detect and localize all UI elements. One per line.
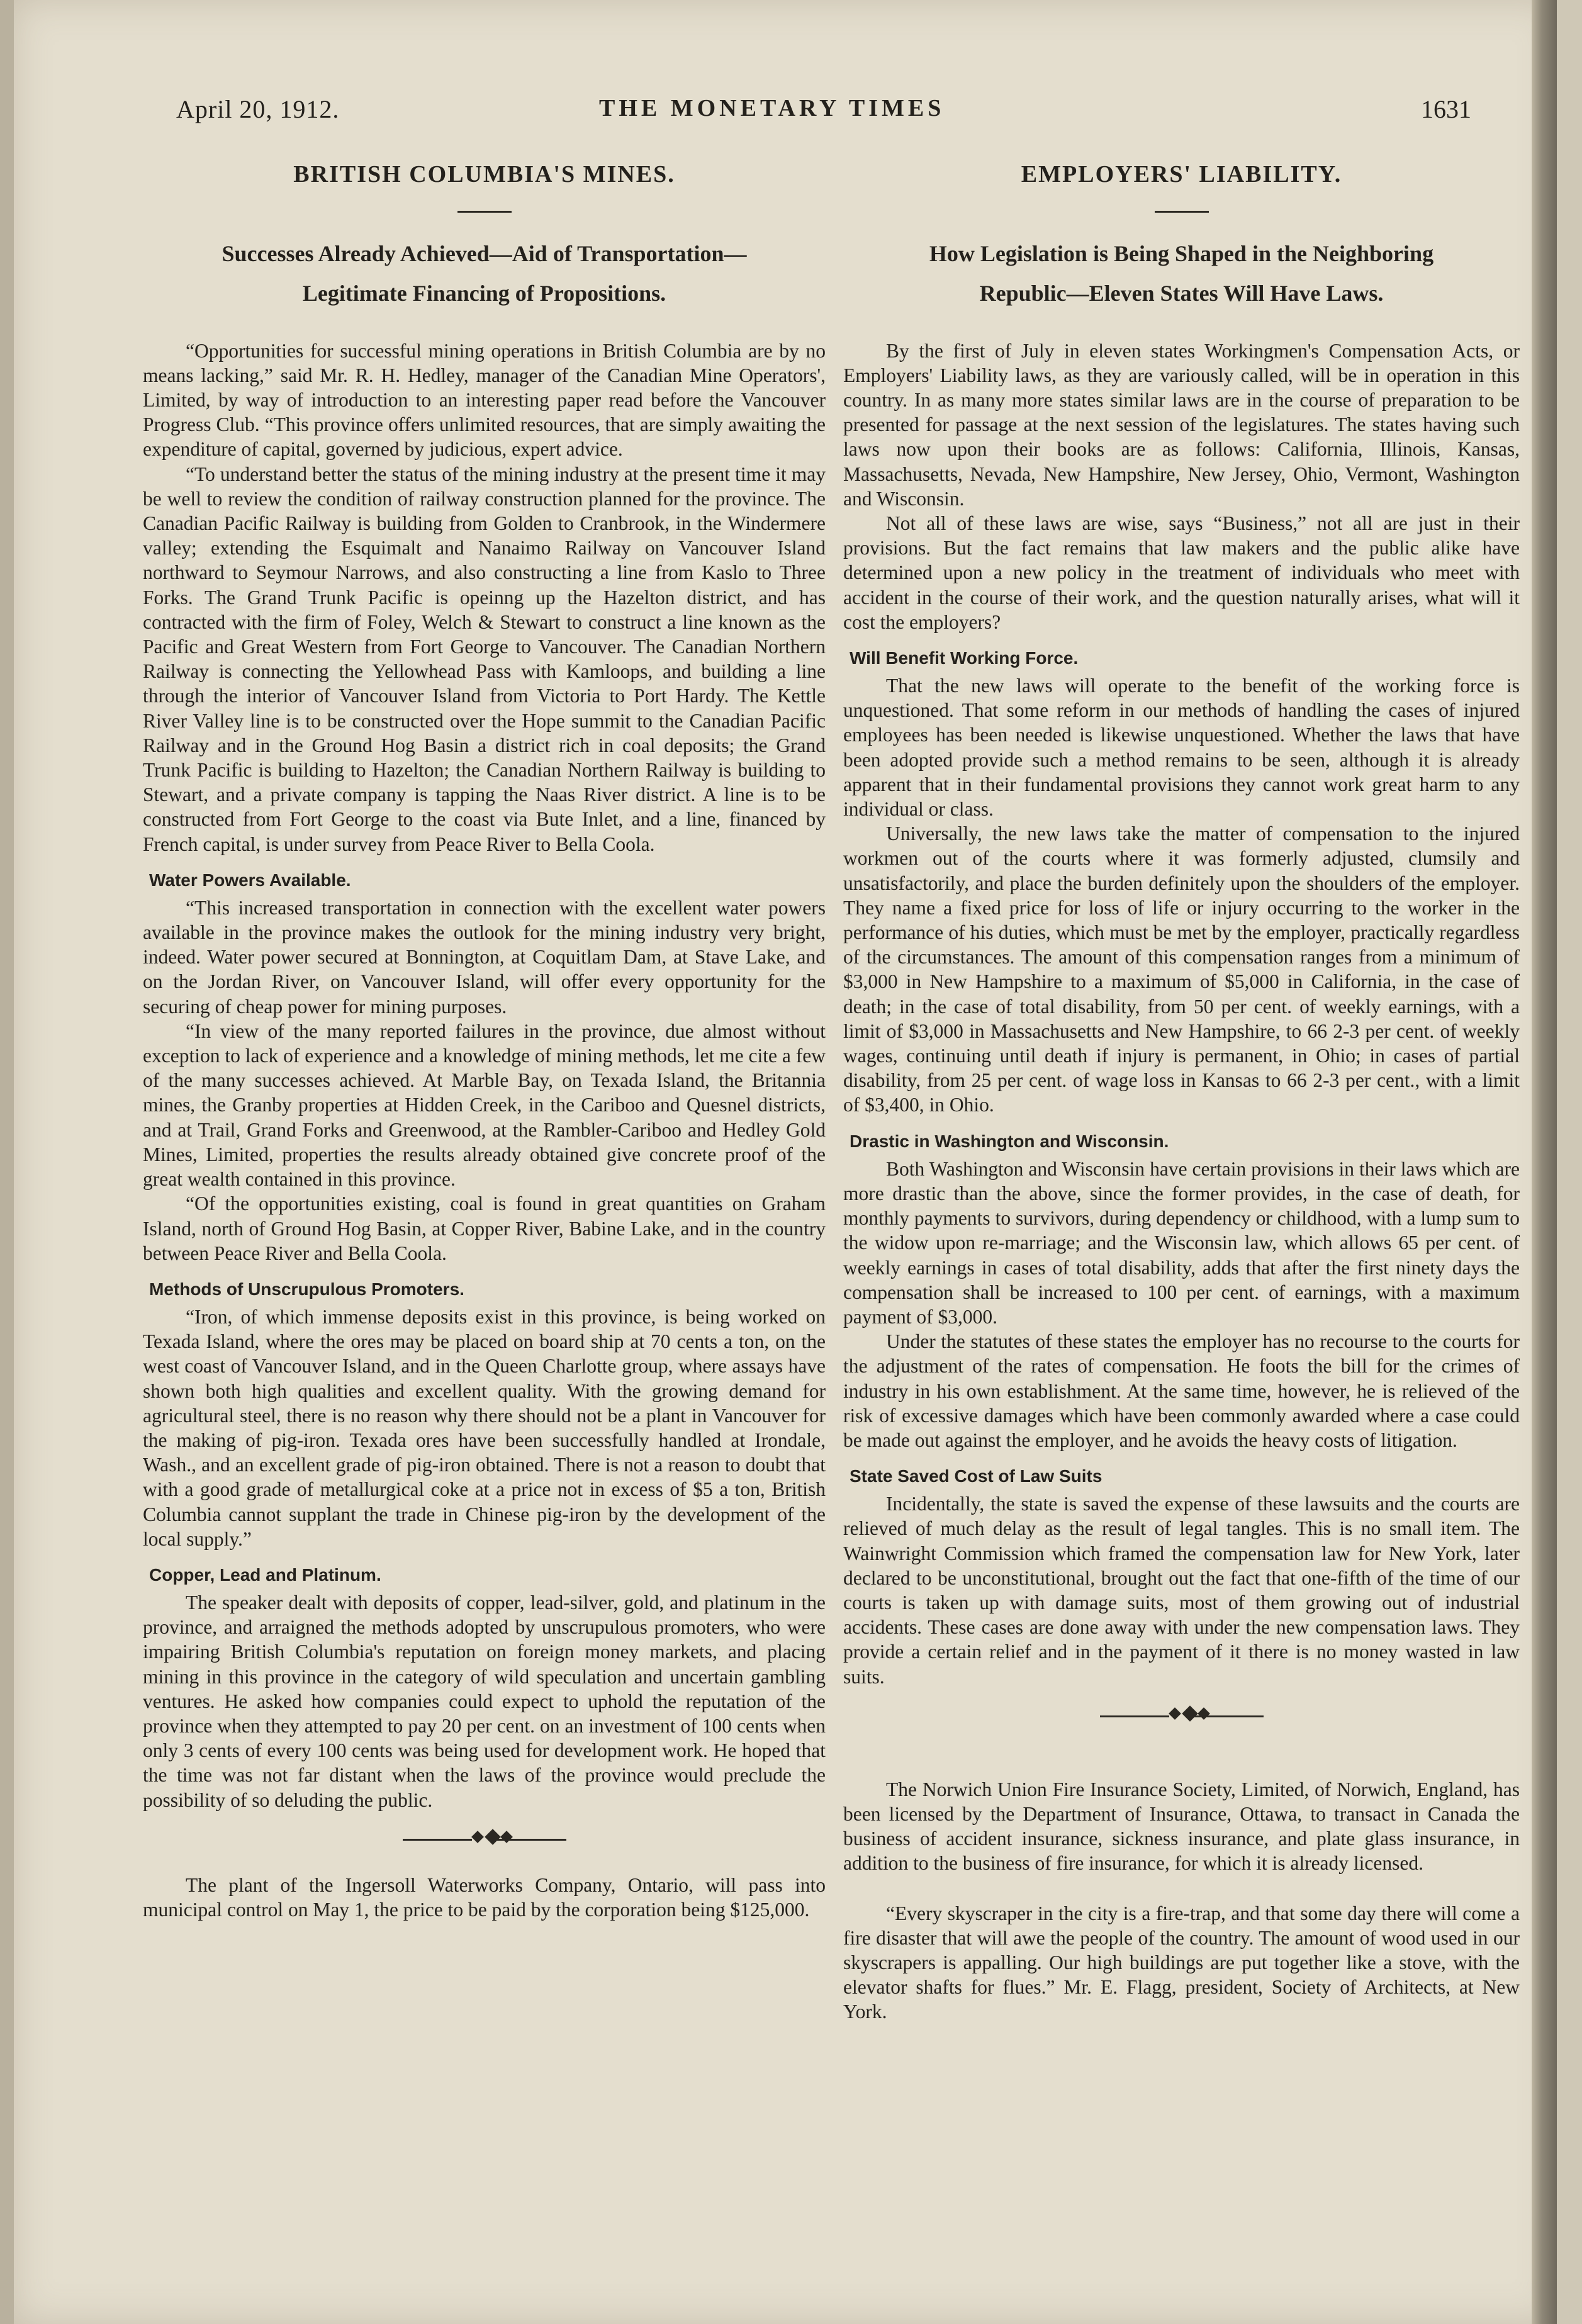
- header-page-number: 1631: [1421, 95, 1471, 123]
- paragraph: Universally, the new laws take the matter of compensation to the injured workmen out of the courts where it was formerly adjusted, clumsily and unsatisfactorily, and place the burden definitely upon the shoulders of the employer. They name a fixed price for loss of life or injury occurring to the worker in the performance of his duties, which must be met by the employer, practically regardless of the circumstances. The amount of this compensation ranges from a minimum of $3,000 in New Hampshire to a maximum of $5,000 in California, in the case of death; in the case of total disability, from 50 per cent. of weekly earnings, with a limit of $3,000 in Massachusetts and New Hampshire, to 66 2-3 per cent. of weekly wages, continuing until death if injury is permanent, in Ohio; in cases of partial disability, from 25 per cent. of wage loss in Kansas to 66 2-3 per cent., with a limit of $3,400, in Ohio.: [843, 822, 1520, 1116]
- paragraph: That the new laws will operate to the benefit of the working force is unquestioned. That some reform in our methods of handling the cases of injured employees has been needed is likewise unquestioned. Whether the laws that have been adopted provide such a method remains to be seen, although it is already apparent that in their fundamental provisions they cannot work great harm to any individual or class.: [843, 675, 1520, 821]
- paragraph: “In view of the many reported failures in the province, due almost without exception to lack of experience and a knowledge of mining methods, let me cite a few of the many successes achieved. At Marble Bay, on Texada Island, the Britannia mines, the Granby properties at Hidden Creek, in the Cariboo and Quesnel districts, and at Trail, Grand Forks and Greenwood, at the Rambler-Cariboo and Hedley Gold Mines, Limited, properties the results already obtained give concrete proof of the great wealth contained in this province.: [143, 1019, 826, 1191]
- subheading: Drastic in Washington and Wisconsin.: [850, 1131, 1169, 1151]
- paragraph: “Opportunities for successful mining operations in British Columbia are by no means lacking,” said Mr. R. H. Hedley, manager of the Canadian Mine Operators', Limited, by way of introduction to an interesting paper read before the Vancouver Progress Club. “This province offers unlimited resources, that are simply awaiting the expenditure of capital, governed by judicious, expert advice.: [143, 339, 826, 461]
- ornamental-divider: [403, 1830, 566, 1849]
- news-note: The plant of the Ingersoll Waterworks Company, Ontario, will pass into municipal control on May 1, the price to be paid by the corporation being $125,000.: [143, 1873, 826, 1921]
- binding-spine: [1532, 0, 1557, 2324]
- article-title-bc-mines: BRITISH COLUMBIA'S MINES.: [293, 161, 675, 188]
- paragraph: “This increased transportation in connection with the excellent water powers available in the province makes the outlook for the mining industry very bright, indeed. Water power secured at Bonnington, at Coquitlam Dam, at Stave Lake, and on the Jordan River, on Vancouver Island, will offer every opportunity for the securing of cheap power for mining purposes.: [143, 896, 826, 1018]
- left-column: [143, 148, 826, 1922]
- subheading: State Saved Cost of Law Suits: [850, 1466, 1102, 1486]
- paragraph: Both Washington and Wisconsin have certain provisions in their laws which are more drastic than the above, since the former provides, in the case of death, for monthly payments to survivors, during dependency or childhood, with a lump sum to the widow upon re-marriage; and the Wisconsin law, which allows 65 per cent. of weekly earnings in cases of total disability, adds that after the first ninety days the compensation shall be increased to 100 per cent. of earnings, with a maximum payment of $3,000.: [843, 1157, 1520, 1328]
- article-body: [843, 339, 1520, 2024]
- deck-line: How Legislation is Being Shaped in the Neighboring: [929, 240, 1434, 266]
- page-edge-left: [0, 0, 14, 2324]
- news-note: “Every skyscraper in the city is a fire-trap, and that some day there will come a fire disaster that will awe the people of the country. The amount of wood used in our skyscrapers is appalling. Our high buildings are put together like a stove, with the elevator shafts for flues.” Mr. E. Flagg, president, Society of Architects, at New York.: [843, 1902, 1520, 2023]
- paragraph: Under the statutes of these states the employer has no recourse to the courts for the adjustment of the rates of compensation. He foots the bill for the crimes of industry in his own establishment. At the same time, however, he is relieved of the risk of excessive damages which have been commonly awarded where a case could be made out against the employer, and he avoids the heavy costs of litigation.: [843, 1330, 1520, 1451]
- ornamental-divider: [1100, 1707, 1264, 1726]
- paragraph: By the first of July in eleven states Workingmen's Compensation Acts, or Employers' Liability laws, as they are variously called, will be in operation in this country. In as many more states similar laws are in the course of preparation to be presented for passage at the next session of the legislatures. The states having such laws now upon their books are as follows: California, Illinois, Kansas, Massachusetts, Nevada, New Hampshire, New Jersey, Ohio, Vermont, Washington and Wisconsin.: [843, 339, 1520, 510]
- paragraph: “To understand better the status of the mining industry at the present time it may be well to review the condition of railway construction planned for the province. The Canadian Pacific Railway is building from Golden to Cranbrook, in the Windermere valley; extending the Esquimalt and Nanaimo Railway on Vancouver Island northward to Seymour Narrows, and also constructing a line from Kaslo to Three Forks. The Grand Trunk Pacific is opeinng up the Hazelton district, and has contracted with the firm of Foley, Welch & Stewart to construct a line known as the Pacific and Great Western from Fort George to Vancouver. The Canadian Northern Railway is connecting the Yellowhead Pass with Kamloops, and building a line through the interior of Vancouver Island from Victoria to Port Hardy. The Kettle River Valley line is to be constructed over the Hope summit to the Canadian Pacific Railway and in the Ground Hog Basin a district rich in coal deposits; the Grand Trunk Pacific is building to Hazelton; the Canadian Northern Railway is building to Stewart, and a private company is tapping the Naas River district. A line is to be constructed from Fort George to the coast via Bute Inlet, and a line, financed by French capital, is under survey from Peace River to Bella Coola.: [143, 463, 826, 855]
- newspaper-page: [14, 0, 1557, 2324]
- subheading: Water Powers Available.: [149, 870, 351, 890]
- right-column: [843, 148, 1520, 2024]
- deck-line: Republic—Eleven States Will Have Laws.: [979, 280, 1384, 306]
- deck-line: Successes Already Achieved—Aid of Transportation—: [222, 240, 747, 266]
- paragraph: Not all of these laws are wise, says “Business,” not all are just in their provisions. But the fact remains that law makers and the public alike have determined upon a new policy in the treatment of individuals who meet with accident in the course of their work, and the question naturally arises, what will it cost the employers?: [843, 512, 1520, 633]
- article-deck: [843, 234, 1520, 313]
- header-date: April 20, 1912.: [176, 95, 340, 123]
- header-publication: THE MONETARY TIMES: [599, 95, 945, 121]
- subheading: Methods of Unscrupulous Promoters.: [149, 1279, 464, 1299]
- article-body: [143, 339, 826, 1923]
- article-title-employers-liability: EMPLOYERS' LIABILITY.: [1021, 161, 1342, 188]
- article-deck: [143, 234, 826, 313]
- paragraph: Incidentally, the state is saved the expense of these lawsuits and the courts are relieved of much delay as the result of legal tangles. This is no small item. The Wainwright Commission which framed the compensation law for New York, later declared to be unconstitutional, brought out the fact that one-fifth of the time of our courts is taken up with damage suits, most of them growing out of industrial accidents. These cases are done away with under the new compensation laws. They provide a certain relief and in the payment of it there is no money wasted in law suits.: [843, 1493, 1520, 1688]
- paragraph: “Iron, of which immense deposits exist in this province, is being worked on Texada Island, where the ores may be placed on board ship at 70 cents a ton, on the west coast of Vancouver Island, and in the Queen Charlotte group, where assays have shown both high qualities and excellent quality. With the growing demand for agricultural steel, there is no reason why there should not be a plant in Vancouver for the making of pig-iron. Texada ores have been successfully handled at Irondale, Wash., and an excellent grade of pig-iron obtained. There is not a reason to doubt that with a good grade of metallurgical coke at a price not in excess of $5 a ton, British Columbia cannot supplant the trade in Chinese pig-iron by the development of the local supply.”: [143, 1305, 826, 1550]
- subheading: Will Benefit Working Force.: [850, 648, 1079, 668]
- title-rule: [457, 211, 512, 213]
- paragraph: The speaker dealt with deposits of copper, lead-silver, gold, and platinum in the province, and arraigned the methods adopted by unscrupulous promoters, who were impairing British Columbia's reputation on foreign money markets, and placing mining in this province in the category of wild speculation and uncertain gambling ventures. He asked how companies could expect to uphold the reputation of the province when they attempted to pay 20 per cent. on an investment of 100 cents when only 3 cents of every 100 cents was being used for development work. He hoped that the time was not far distant when the laws of the province would preclude the possibility of so deluding the public.: [143, 1591, 826, 1811]
- deck-line: Legitimate Financing of Propositions.: [302, 280, 666, 306]
- subheading: Copper, Lead and Platinum.: [149, 1564, 381, 1585]
- paragraph: “Of the opportunities existing, coal is found in great quantities on Graham Island, north of Ground Hog Basin, at Copper River, Babine Lake, and in the country between Peace River and Bella Coola.: [143, 1193, 826, 1264]
- news-note: The Norwich Union Fire Insurance Society, Limited, of Norwich, England, has been licensed by the Department of Insurance, Ottawa, to transact in Canada the business of accident insurance, sickness insurance, and plate glass insurance, in addition to the business of fire insurance, for which it is already licensed.: [843, 1778, 1520, 1875]
- title-rule: [1155, 211, 1209, 213]
